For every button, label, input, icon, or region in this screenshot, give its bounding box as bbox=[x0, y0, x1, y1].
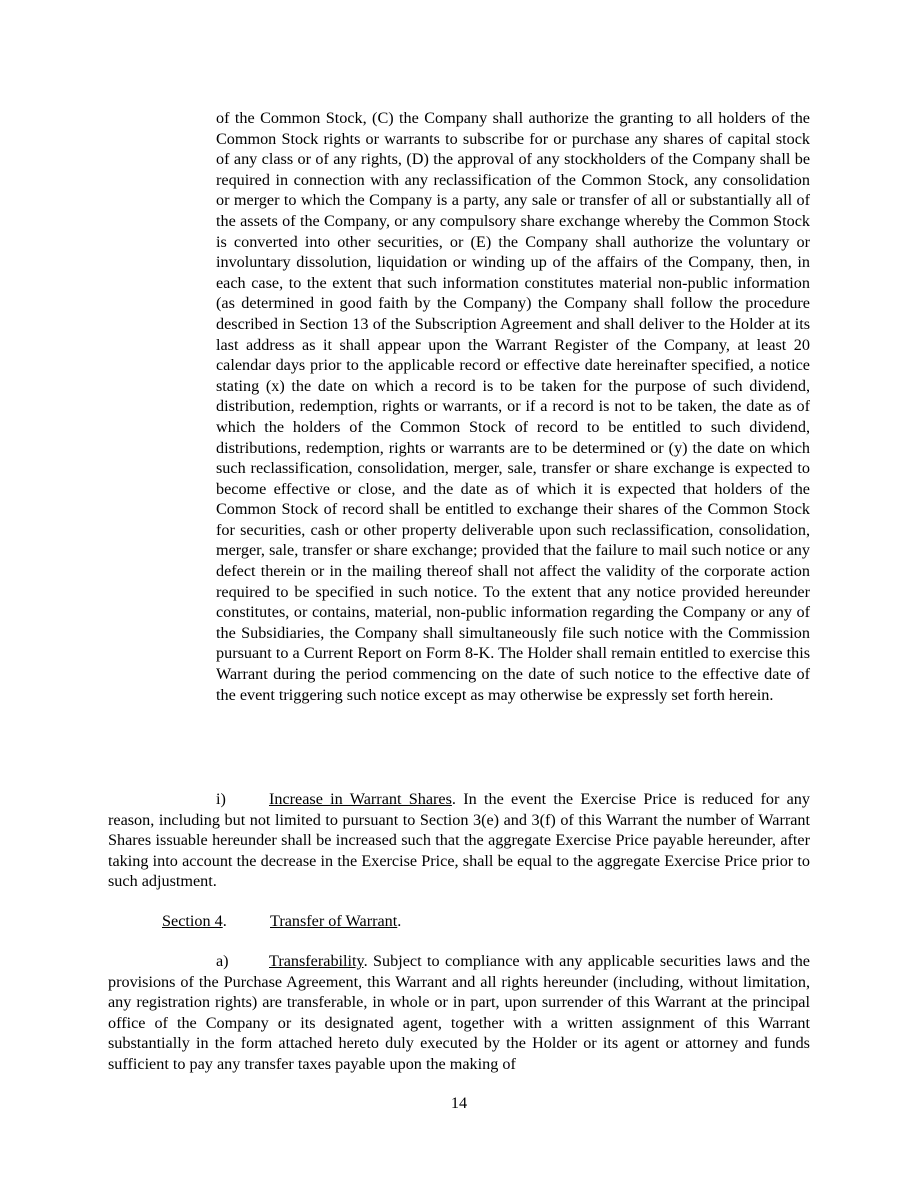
clause-i-heading: Increase in Warrant Shares bbox=[269, 790, 452, 808]
section-4-number: Section 4 bbox=[162, 912, 223, 930]
clause-i-body: . In the event the Exercise Price is reduced for any reason, including but not limited to pursuant to Section 3(e) and 3(f) of this Warrant the number of Warrant Shares issuable hereunder shall be increased such that the aggregate Exercise Price payable hereunder, after taking into account the decrease in the Exercise Price, shall be equal to the aggregate Exercise Price prior to such adjustment. bbox=[108, 790, 810, 891]
section-4-title: Transfer of Warrant bbox=[270, 912, 398, 930]
clause-i-paragraph bbox=[108, 789, 810, 892]
clause-a-body: . Subject to compliance with any applicable securities laws and the provisions of the Purchase Agreement, this Warrant and all rights hereunder (including, without limitation, any registration rights) are transferable, in whole or in part, upon surrender of this Warrant at the principal office of the Company or its designated agent, together with a written assignment of this Warrant substantially in the form attached hereto duly executed by the Holder or its agent or attorney and funds sufficient to pay any transfer taxes payable upon the making of bbox=[108, 952, 810, 1073]
section-4-heading bbox=[162, 911, 562, 932]
clause-a-heading: Transferability bbox=[269, 952, 364, 970]
section-4-number-suffix: . bbox=[222, 912, 227, 930]
clause-a-enumerator: a) bbox=[216, 952, 229, 970]
continuation-paragraph: of the Common Stock, (C) the Company shall authorize the granting to all holders of the Common Stock rights or warrants to subscribe for or purchase any shares of capital stock of any class or of any rights, (D) the approval of any stockholders of the Company shall be required in connection with any reclassification of the Common Stock, any consolidation or merger to which the Company is a party, any sale or transfer of all or substantially all of the assets of the Company, or any compulsory share exchange whereby the Common Stock is converted into other securities, or (E) the Company shall authorize the voluntary or involuntary dissolution, liquidation or winding up of the affairs of the Company, then, in each case, to the extent that such information constitutes material non-public information (as determined in good faith by the Company) the Company shall follow the procedure described in Section 13 of the Subscription Agreement and shall deliver to the Holder at its last address as it shall appear upon the Warrant Register of the Company, at least 20 calendar days prior to the applicable record or effective date hereinafter specified, a notice stating (x) the date on which a record is to be taken for the purpose of such dividend, distribution, redemption, rights or warrants, or if a record is not to be taken, the date as of which the holders of the Common Stock of record to be entitled to such dividend, distributions, redemption, rights or warrants are to be determined or (y) the date on which such reclassification, consolidation, merger, sale, transfer or share exchange is expected to become effective or close, and the date as of which it is expected that holders of the Common Stock of record shall be entitled to exchange their shares of the Common Stock for securities, cash or other property deliverable upon such reclassification, consolidation, merger, sale, transfer or share exchange; provided that the failure to mail such notice or any defect therein or in the mailing thereof shall not affect the validity of the corporate action required to be specified in such notice. To the extent that any notice provided hereunder constitutes, or contains, material, non-public information regarding the Company or any of the Subsidiaries, the Company shall simultaneously file such notice with the Commission pursuant to a Current Report on Form 8-K. The Holder shall remain entitled to exercise this Warrant during the period commencing on the date of such notice to the effective date of the event triggering such notice except as may otherwise be expressly set forth herein. bbox=[216, 109, 810, 704]
page-number: 14 bbox=[450, 1094, 468, 1112]
clause-i-enumerator: i) bbox=[216, 790, 226, 808]
section-4-title-suffix: . bbox=[397, 912, 402, 930]
clause-a-paragraph bbox=[108, 951, 810, 1075]
